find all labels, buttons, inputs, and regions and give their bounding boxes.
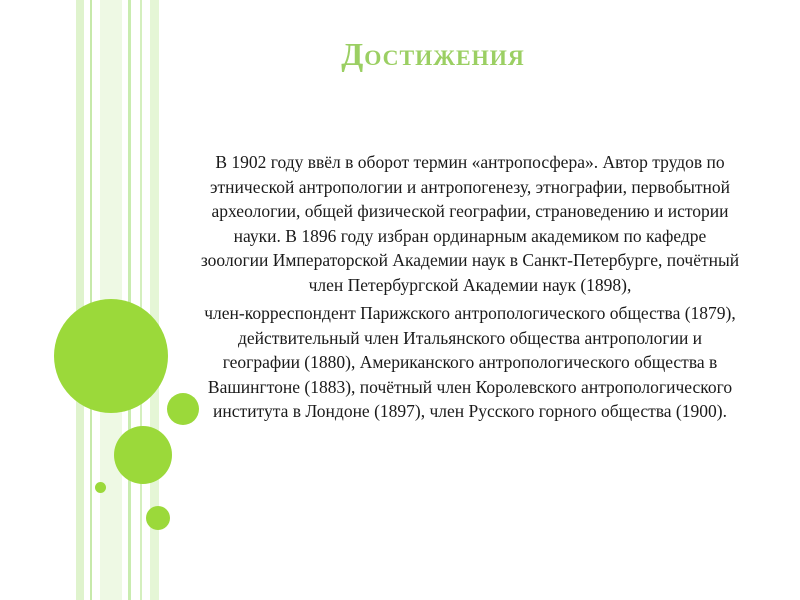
tiny-circle-decoration — [95, 482, 106, 493]
slide-body — [200, 150, 740, 428]
body-paragraph: В 1902 году ввёл в оборот термин «антропосфера». Автор трудов по этнической антропологии и антропогенезу, этнографии, первобытной археологии, общей физической географии, страноведению и истории науки. В 1896 году избран ординарным академиком по кафедре зоологии Императорской Академии наук в Санкт-Петербурге, почётный член Петербургской Академии наук (1898), — [200, 152, 740, 295]
medium-circle-decoration — [114, 426, 172, 484]
small-circle-decoration — [146, 506, 170, 530]
decorative-stripe — [76, 0, 84, 600]
decorative-stripe — [140, 0, 142, 600]
large-circle-decoration — [54, 299, 168, 413]
small-circle-decoration — [167, 393, 199, 425]
slide-title: Достижения — [341, 36, 525, 72]
decorative-stripe — [90, 0, 92, 600]
body-paragraph: член-корреспондент Парижского антропологического общества (1879), действительный член Итальянского общества антропологии и географии (1880), Американского антропологического общества в Вашингтоне (1883), почётный член Королевского антропологического института в Лондоне (1897), член Русского горного общества (1900). — [204, 303, 736, 421]
decorative-stripe — [128, 0, 131, 600]
